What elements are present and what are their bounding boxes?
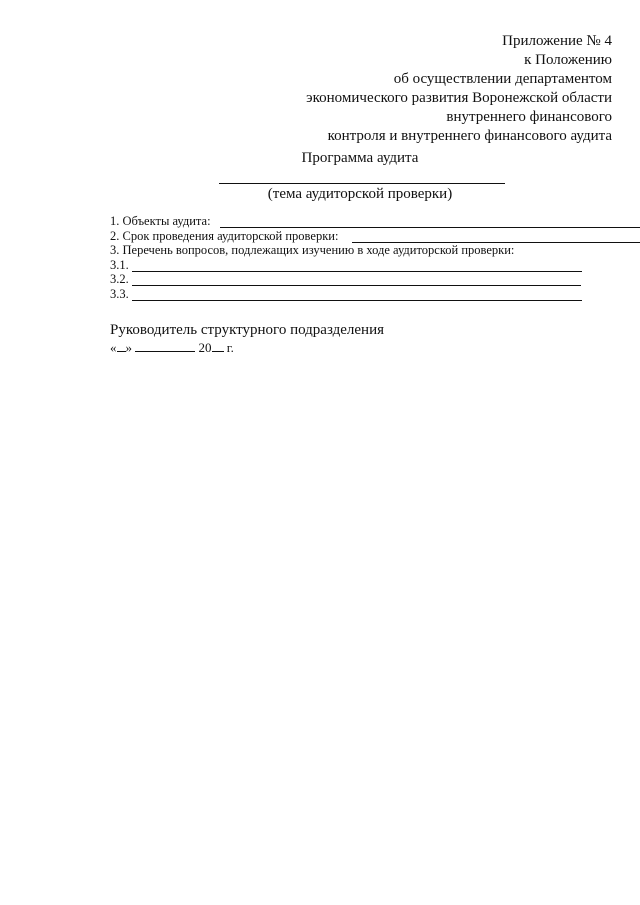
- item-objects-label: 1. Объекты аудита:: [110, 214, 211, 228]
- question-1-label: 3.1.: [110, 257, 129, 272]
- appendix-line-3: об осуществлении департаментом: [393, 71, 612, 87]
- program-title: Программа аудита: [301, 150, 419, 166]
- appendix-line-5: внутреннего финансового: [446, 109, 612, 125]
- topic-blank-line: [219, 183, 505, 184]
- question-2-label: 3.2.: [110, 272, 129, 286]
- date-close-quote: »: [125, 340, 132, 355]
- appendix-header: [306, 32, 612, 146]
- question-3-label: 3.3.: [110, 286, 129, 301]
- item-term-label: 2. Срок проведения аудиторской проверки:: [110, 228, 339, 243]
- day-blank: [117, 340, 126, 352]
- manager-title: Руководитель структурного подразделения: [110, 322, 384, 338]
- appendix-number: Приложение № 4: [502, 33, 612, 49]
- year-blank: [212, 340, 224, 352]
- topic-caption: (тема аудиторской проверки): [267, 186, 453, 202]
- question-1-blank: [132, 271, 582, 272]
- year-suffix: г.: [226, 340, 234, 355]
- appendix-line-4: экономического развития Воронежской области: [306, 90, 612, 106]
- question-3-blank: [132, 300, 582, 301]
- question-2-blank: [132, 285, 581, 286]
- appendix-line-6: контроля и внутреннего финансового аудита: [327, 128, 612, 144]
- signature-date: [110, 340, 234, 356]
- appendix-reference: к Положению: [524, 52, 612, 68]
- year-prefix: 20: [198, 340, 212, 355]
- month-blank: [135, 340, 195, 352]
- date-open-quote: «: [110, 340, 117, 355]
- item-questions-label: 3. Перечень вопросов, подлежащих изучению в ходе аудиторской проверки:: [110, 243, 515, 257]
